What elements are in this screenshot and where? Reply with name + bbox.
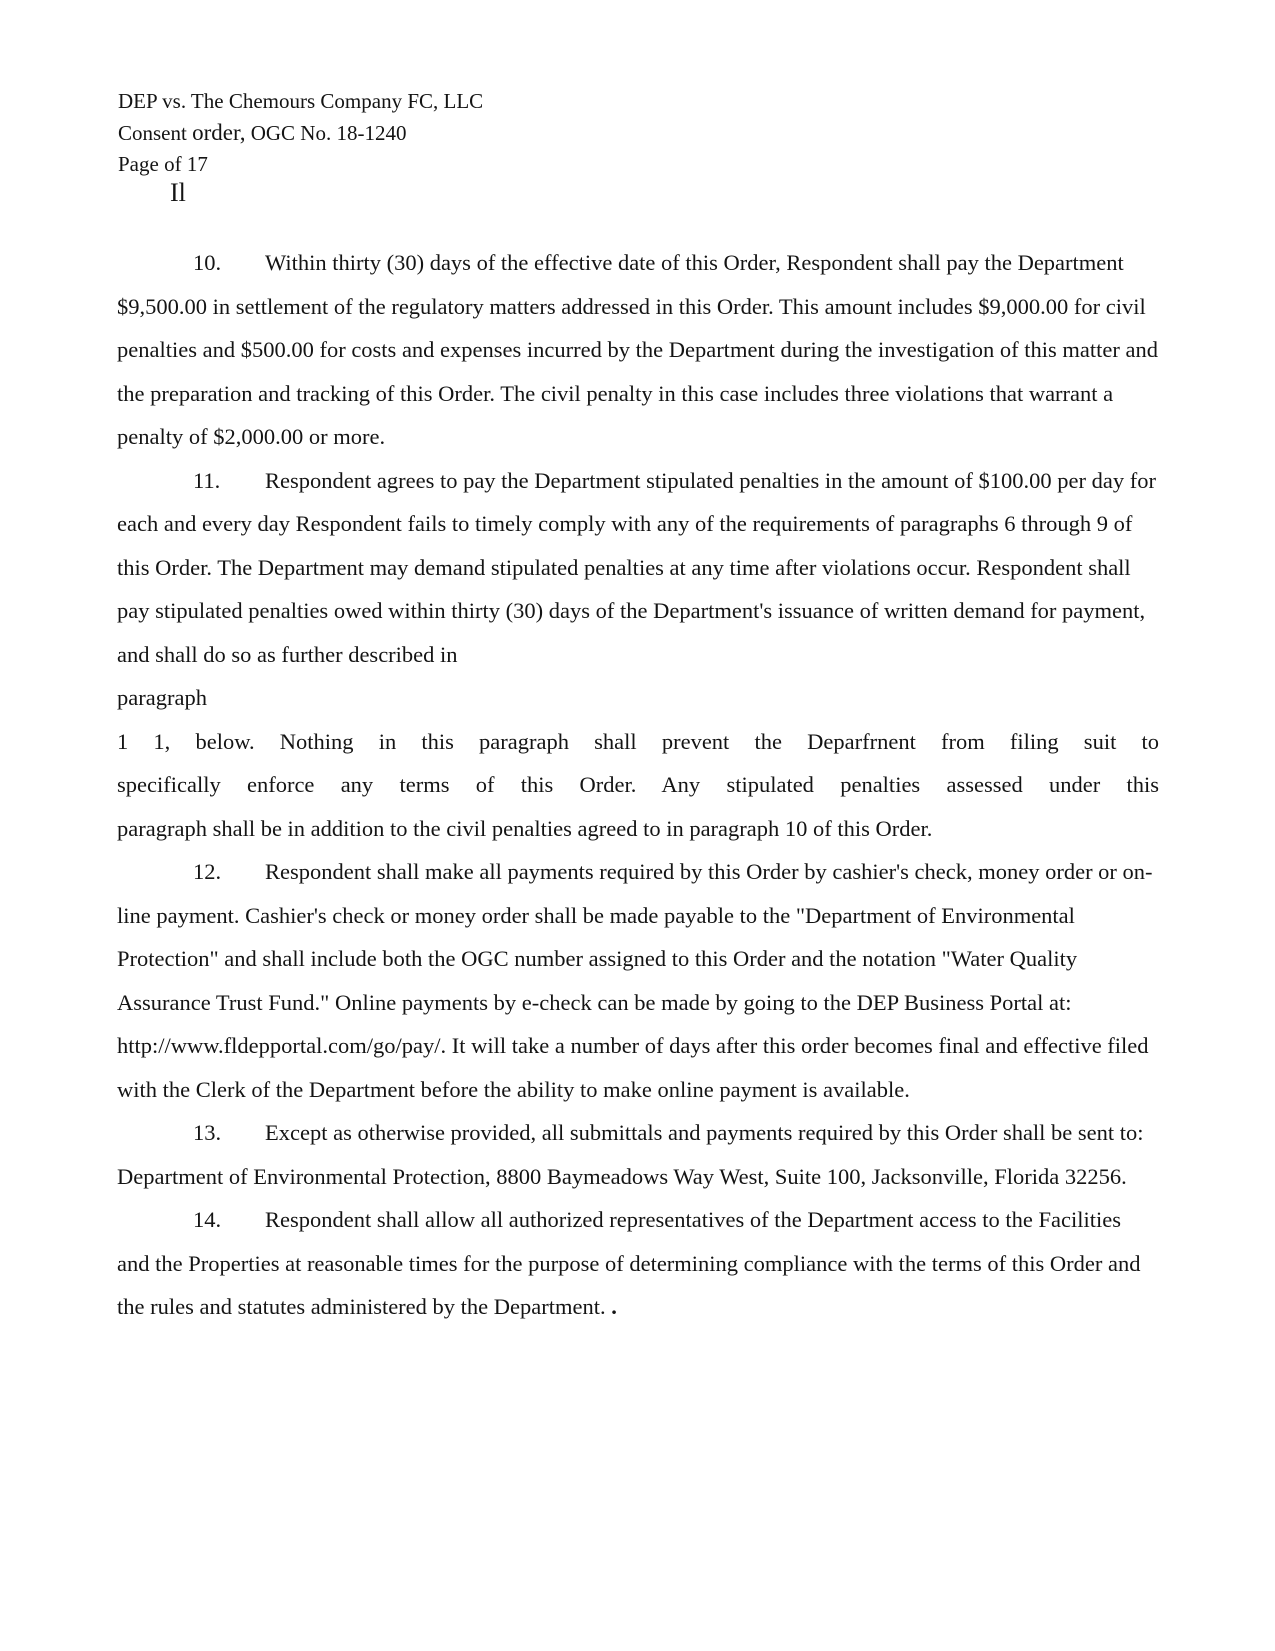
paragraph-14 — [117, 1198, 1159, 1329]
paragraph-13 — [117, 1111, 1159, 1198]
paragraph-text: Respondent shall make all payments required by this Order by cashier's check, money order or on-line payment. Cashier's check or money order shall be made payable to the "Department of Environmental Protection" and shall include both the OGC number assigned to this Order and the notation "Water Quality Assurance Trust Fund." Online payments by e-check can be made by going to the DEP Business Portal at: http://www.fldepportal.com/go/pay/. It will take a number of days after this order becomes final and effective filed with the Clerk of the Department before the ability to make online payment is available. — [117, 859, 1153, 1102]
continuation-line: specifically enforce any terms of this Order. Any stipulated penalties assessed under this — [117, 772, 1159, 797]
document-header — [118, 86, 483, 180]
paragraph-11 — [117, 459, 1159, 677]
paragraph-10 — [117, 241, 1159, 459]
continuation-line: 1 1, below. Nothing in this paragraph shall prevent the Deparfrnent from filing suit to — [117, 728, 1159, 754]
page-number-line: Page of 17 — [118, 152, 208, 176]
order-caption-suffix: OGC No. 18-1240 — [245, 121, 407, 145]
case-caption: DEP vs. The Chemours Company FC, LLC — [118, 89, 484, 113]
paragraph-tail-word: paragraph — [117, 685, 207, 710]
paragraph-text: Respondent shall allow all authorized representatives of the Department access to the Facilities and the Properties at reasonable times for the purpose of determining compliance with the terms of this Order and the rules and statutes administered by the Department. — [117, 1207, 1141, 1319]
stray-period-mark: . — [605, 1294, 617, 1319]
paragraph-12 — [117, 850, 1159, 1111]
paragraph-number: 14. — [193, 1207, 222, 1232]
paragraph-text: Except as otherwise provided, all submittals and payments required by this Order shall be sent to: Department of Environmental Protection, 8800 Baymeadows Way West, Suite 100, Jacksonville, Florida 32256. — [117, 1120, 1144, 1189]
paragraph-number: 13. — [193, 1120, 222, 1145]
document-body — [117, 241, 1159, 1329]
paragraph-text: Within thirty (30) days of the effective date of this Order, Respondent shall pay the Department $9,500.00 in settlement of the regulatory matters addressed in this Order. This amount includes $9,000.00 for civil penalties and $500.00 for costs and expenses incurred by the Department during the investigation of this matter and the preparation and tracking of this Order. The civil penalty in this case includes three violations that warrant a penalty of $2,000.00 or more. — [117, 250, 1158, 449]
order-caption — [118, 117, 483, 149]
paragraph-number: 12. — [193, 859, 222, 884]
paragraph-number: 10. — [193, 250, 222, 275]
continuation-line: paragraph shall be in addition to the civil penalties agreed to in paragraph 10 of this Order. — [117, 815, 933, 841]
order-caption-prefix: Consent — [118, 121, 193, 145]
paragraph-11-continuation — [117, 676, 1159, 850]
paragraph-number: 11. — [193, 467, 221, 493]
order-caption-word: order, — [192, 120, 246, 145]
paragraph-text: Respondent agrees to pay the Department stipulated penalties in the amount of $100.00 per day for each and every day Respondent fails to timely comply with any of the requirements of paragraphs 6 through 9 of this Order. The Department may demand stipulated penalties at any time after violations occur. Respondent shall pay stipulated penalties owed within thirty (30) days of the Department's issuance of written demand for payment, and shall do so as further described in — [117, 467, 1157, 667]
page-marker: Il — [170, 178, 186, 207]
